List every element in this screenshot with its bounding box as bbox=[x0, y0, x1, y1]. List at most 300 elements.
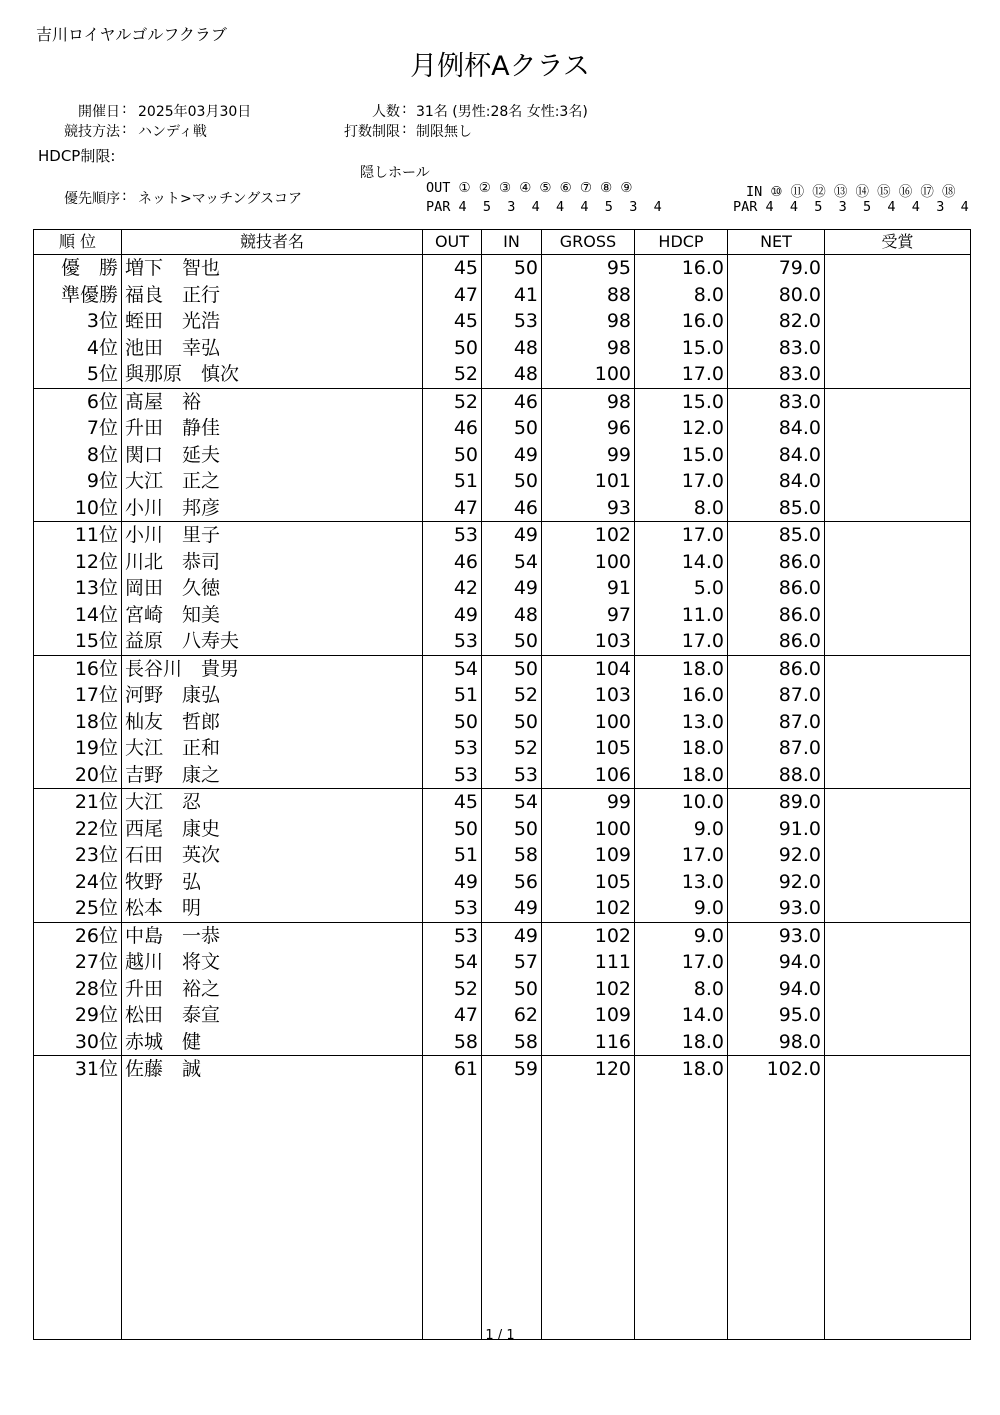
cell-award bbox=[825, 895, 971, 922]
cell-rank: 17位 bbox=[34, 682, 122, 709]
cell-out: 51 bbox=[423, 682, 482, 709]
cell-hdcp: 18.0 bbox=[635, 762, 728, 789]
in-par-line: PAR 4 4 5 3 5 4 4 3 4 bbox=[733, 199, 969, 215]
participants-colon: : bbox=[402, 101, 407, 117]
cell-rank: 5位 bbox=[34, 361, 122, 388]
cell-name: 大江 正之 bbox=[122, 468, 423, 495]
cell-in: 62 bbox=[482, 1002, 542, 1029]
cell-hdcp: 17.0 bbox=[635, 842, 728, 869]
date-value: 2025年03月30日 bbox=[138, 104, 252, 120]
cell-hdcp: 11.0 bbox=[635, 602, 728, 629]
cell-in: 54 bbox=[482, 549, 542, 576]
cell-in: 57 bbox=[482, 949, 542, 976]
cell-award bbox=[825, 1056, 971, 1083]
cell-rank: 25位 bbox=[34, 895, 122, 922]
cell-in: 50 bbox=[482, 976, 542, 1003]
table-row bbox=[34, 282, 971, 309]
table-row bbox=[34, 682, 971, 709]
table-row bbox=[34, 709, 971, 736]
table-row bbox=[34, 976, 971, 1003]
cell-out: 49 bbox=[423, 602, 482, 629]
cell-gross: 103 bbox=[542, 628, 635, 655]
empty-filler-row bbox=[34, 1083, 971, 1340]
cell-net: 86.0 bbox=[728, 575, 825, 602]
cell-out: 53 bbox=[423, 735, 482, 762]
cell-gross: 109 bbox=[542, 1002, 635, 1029]
cell-net: 95.0 bbox=[728, 1002, 825, 1029]
cell-in: 56 bbox=[482, 869, 542, 896]
cell-net: 88.0 bbox=[728, 762, 825, 789]
cell-rank: 4位 bbox=[34, 335, 122, 362]
cell-rank: 20位 bbox=[34, 762, 122, 789]
cell-net: 93.0 bbox=[728, 895, 825, 922]
cell-hdcp: 14.0 bbox=[635, 549, 728, 576]
cell-in: 50 bbox=[482, 255, 542, 282]
table-row bbox=[34, 415, 971, 442]
table-row bbox=[34, 522, 971, 549]
cell-gross: 100 bbox=[542, 709, 635, 736]
col-out-header: OUT bbox=[423, 230, 482, 255]
cell-gross: 98 bbox=[542, 335, 635, 362]
cell-rank: 13位 bbox=[34, 575, 122, 602]
cell-out: 50 bbox=[423, 442, 482, 469]
cell-in: 46 bbox=[482, 495, 542, 522]
cell-rank: 7位 bbox=[34, 415, 122, 442]
cell-net: 87.0 bbox=[728, 682, 825, 709]
cell-award bbox=[825, 522, 971, 549]
cell-hdcp: 13.0 bbox=[635, 709, 728, 736]
cell-out: 53 bbox=[423, 522, 482, 549]
table-row bbox=[34, 1029, 971, 1056]
cell-net: 85.0 bbox=[728, 495, 825, 522]
cell-award bbox=[825, 842, 971, 869]
cell-out: 45 bbox=[423, 255, 482, 282]
cell-net: 92.0 bbox=[728, 869, 825, 896]
cell-gross: 106 bbox=[542, 762, 635, 789]
cell-in: 58 bbox=[482, 842, 542, 869]
cell-name: 吉野 康之 bbox=[122, 762, 423, 789]
cell-name: 関口 延夫 bbox=[122, 442, 423, 469]
cell-in: 48 bbox=[482, 602, 542, 629]
table-row bbox=[34, 762, 971, 789]
cell-hdcp: 8.0 bbox=[635, 976, 728, 1003]
cell-out: 42 bbox=[423, 575, 482, 602]
cell-hdcp: 17.0 bbox=[635, 522, 728, 549]
cell-hdcp: 17.0 bbox=[635, 628, 728, 655]
cell-net: 94.0 bbox=[728, 949, 825, 976]
cell-name: 福良 正行 bbox=[122, 282, 423, 309]
cell-hdcp: 16.0 bbox=[635, 682, 728, 709]
cell-hdcp: 18.0 bbox=[635, 1029, 728, 1056]
cell-name: 佐藤 誠 bbox=[122, 1056, 423, 1083]
page-title: 月例杯Aクラス bbox=[410, 51, 590, 82]
cell-net: 86.0 bbox=[728, 655, 825, 682]
cell-net: 84.0 bbox=[728, 468, 825, 495]
cell-rank: 15位 bbox=[34, 628, 122, 655]
cell-rank: 6位 bbox=[34, 388, 122, 415]
cell-in: 54 bbox=[482, 789, 542, 816]
cell-rank: 23位 bbox=[34, 842, 122, 869]
cell-in: 53 bbox=[482, 308, 542, 335]
cell-award bbox=[825, 922, 971, 949]
participants-value: 31名 (男性:28名 女性:3名) bbox=[416, 104, 588, 120]
table-row bbox=[34, 655, 971, 682]
cell-name: 松本 明 bbox=[122, 895, 423, 922]
priority-label: 優先順序 bbox=[64, 191, 120, 207]
cell-name: 升田 裕之 bbox=[122, 976, 423, 1003]
cell-name: 池田 幸弘 bbox=[122, 335, 423, 362]
cell-net: 80.0 bbox=[728, 282, 825, 309]
table-row bbox=[34, 922, 971, 949]
cell-rank: 27位 bbox=[34, 949, 122, 976]
cell-gross: 100 bbox=[542, 816, 635, 843]
out-holes-line: OUT ① ② ③ ④ ⑤ ⑥ ⑦ ⑧ ⑨ bbox=[426, 180, 633, 196]
cell-out: 52 bbox=[423, 976, 482, 1003]
cell-out: 46 bbox=[423, 549, 482, 576]
cell-gross: 101 bbox=[542, 468, 635, 495]
stroke-limit-label: 打数制限 bbox=[344, 124, 400, 140]
cell-award bbox=[825, 949, 971, 976]
table-row bbox=[34, 388, 971, 415]
cell-gross: 96 bbox=[542, 415, 635, 442]
cell-in: 50 bbox=[482, 468, 542, 495]
cell-hdcp: 18.0 bbox=[635, 655, 728, 682]
table-row bbox=[34, 895, 971, 922]
cell-name: 大江 正和 bbox=[122, 735, 423, 762]
cell-net: 83.0 bbox=[728, 361, 825, 388]
cell-gross: 111 bbox=[542, 949, 635, 976]
cell-out: 53 bbox=[423, 895, 482, 922]
cell-hdcp: 5.0 bbox=[635, 575, 728, 602]
cell-in: 49 bbox=[482, 442, 542, 469]
cell-award bbox=[825, 628, 971, 655]
cell-award bbox=[825, 575, 971, 602]
col-name-header: 競技者名 bbox=[122, 230, 423, 255]
cell-in: 49 bbox=[482, 922, 542, 949]
method-colon: : bbox=[122, 121, 127, 137]
cell-award bbox=[825, 335, 971, 362]
cell-in: 58 bbox=[482, 1029, 542, 1056]
cell-hdcp: 14.0 bbox=[635, 1002, 728, 1029]
participants-label: 人数 bbox=[372, 104, 400, 120]
cell-rank: 3位 bbox=[34, 308, 122, 335]
empty-cell bbox=[482, 1083, 542, 1340]
cell-hdcp: 8.0 bbox=[635, 495, 728, 522]
cell-name: 西尾 康史 bbox=[122, 816, 423, 843]
cell-award bbox=[825, 735, 971, 762]
cell-rank: 優 勝 bbox=[34, 255, 122, 282]
cell-gross: 99 bbox=[542, 789, 635, 816]
table-row bbox=[34, 628, 971, 655]
cell-rank: 24位 bbox=[34, 869, 122, 896]
table-row bbox=[34, 495, 971, 522]
cell-in: 52 bbox=[482, 682, 542, 709]
table-row bbox=[34, 842, 971, 869]
cell-net: 87.0 bbox=[728, 735, 825, 762]
method-value: ハンディ戦 bbox=[138, 124, 207, 140]
table-row bbox=[34, 816, 971, 843]
stroke-limit-colon: : bbox=[402, 121, 407, 137]
cell-net: 84.0 bbox=[728, 442, 825, 469]
cell-hdcp: 16.0 bbox=[635, 255, 728, 282]
table-row bbox=[34, 735, 971, 762]
cell-net: 102.0 bbox=[728, 1056, 825, 1083]
cell-name: 増下 智也 bbox=[122, 255, 423, 282]
cell-rank: 14位 bbox=[34, 602, 122, 629]
cell-in: 49 bbox=[482, 575, 542, 602]
empty-cell bbox=[34, 1083, 122, 1340]
cell-out: 47 bbox=[423, 495, 482, 522]
cell-rank: 30位 bbox=[34, 1029, 122, 1056]
cell-net: 87.0 bbox=[728, 709, 825, 736]
table-row bbox=[34, 468, 971, 495]
table-row bbox=[34, 602, 971, 629]
cell-net: 83.0 bbox=[728, 388, 825, 415]
cell-out: 50 bbox=[423, 709, 482, 736]
cell-in: 53 bbox=[482, 762, 542, 789]
cell-name: 越川 将文 bbox=[122, 949, 423, 976]
cell-out: 52 bbox=[423, 361, 482, 388]
cell-gross: 95 bbox=[542, 255, 635, 282]
cell-gross: 102 bbox=[542, 522, 635, 549]
cell-rank: 8位 bbox=[34, 442, 122, 469]
empty-cell bbox=[825, 1083, 971, 1340]
cell-award bbox=[825, 602, 971, 629]
cell-net: 86.0 bbox=[728, 549, 825, 576]
cell-gross: 98 bbox=[542, 388, 635, 415]
cell-name: 宮崎 知美 bbox=[122, 602, 423, 629]
cell-out: 46 bbox=[423, 415, 482, 442]
cell-rank: 31位 bbox=[34, 1056, 122, 1083]
cell-hdcp: 9.0 bbox=[635, 895, 728, 922]
table-row bbox=[34, 869, 971, 896]
club-name: 吉川ロイヤルゴルフクラブ bbox=[36, 25, 227, 44]
cell-name: 蛭田 光浩 bbox=[122, 308, 423, 335]
table-row bbox=[34, 549, 971, 576]
cell-net: 93.0 bbox=[728, 922, 825, 949]
cell-hdcp: 15.0 bbox=[635, 335, 728, 362]
page-number: 1 / 1 bbox=[485, 1328, 515, 1343]
cell-in: 49 bbox=[482, 522, 542, 549]
cell-rank: 準優勝 bbox=[34, 282, 122, 309]
cell-in: 50 bbox=[482, 628, 542, 655]
cell-rank: 26位 bbox=[34, 922, 122, 949]
cell-in: 48 bbox=[482, 361, 542, 388]
table-row bbox=[34, 1056, 971, 1083]
empty-cell bbox=[122, 1083, 423, 1340]
out-par-line: PAR 4 5 3 4 4 4 5 3 4 bbox=[426, 199, 662, 215]
cell-rank: 16位 bbox=[34, 655, 122, 682]
date-label: 開催日 bbox=[78, 104, 120, 120]
cell-rank: 11位 bbox=[34, 522, 122, 549]
cell-hdcp: 8.0 bbox=[635, 282, 728, 309]
cell-name: 松田 泰宣 bbox=[122, 1002, 423, 1029]
cell-award bbox=[825, 255, 971, 282]
cell-out: 53 bbox=[423, 762, 482, 789]
priority-value: ネット>マッチングスコア bbox=[138, 191, 303, 207]
cell-award bbox=[825, 1002, 971, 1029]
cell-name: 川北 恭司 bbox=[122, 549, 423, 576]
cell-name: 大江 忍 bbox=[122, 789, 423, 816]
in-holes-line: IN ⑩ ⑪ ⑫ ⑬ ⑭ ⑮ ⑯ ⑰ ⑱ bbox=[746, 184, 956, 200]
results-table bbox=[33, 229, 971, 1340]
hidden-holes-label: 隠しホール bbox=[360, 165, 430, 181]
cell-award bbox=[825, 549, 971, 576]
cell-name: 石田 英次 bbox=[122, 842, 423, 869]
cell-name: 河野 康弘 bbox=[122, 682, 423, 709]
cell-gross: 93 bbox=[542, 495, 635, 522]
cell-name: 益原 八寿夫 bbox=[122, 628, 423, 655]
cell-rank: 28位 bbox=[34, 976, 122, 1003]
cell-name: 與那原 慎次 bbox=[122, 361, 423, 388]
cell-gross: 99 bbox=[542, 442, 635, 469]
cell-hdcp: 17.0 bbox=[635, 361, 728, 388]
cell-award bbox=[825, 308, 971, 335]
table-row bbox=[34, 255, 971, 282]
cell-award bbox=[825, 442, 971, 469]
cell-name: 小川 邦彦 bbox=[122, 495, 423, 522]
cell-award bbox=[825, 655, 971, 682]
cell-net: 85.0 bbox=[728, 522, 825, 549]
stroke-limit-value: 制限無し bbox=[416, 124, 472, 140]
cell-rank: 9位 bbox=[34, 468, 122, 495]
cell-hdcp: 16.0 bbox=[635, 308, 728, 335]
table-row bbox=[34, 308, 971, 335]
cell-net: 86.0 bbox=[728, 602, 825, 629]
col-in-header: IN bbox=[482, 230, 542, 255]
cell-award bbox=[825, 468, 971, 495]
cell-award bbox=[825, 282, 971, 309]
cell-gross: 104 bbox=[542, 655, 635, 682]
empty-cell bbox=[423, 1083, 482, 1340]
cell-hdcp: 9.0 bbox=[635, 922, 728, 949]
cell-out: 52 bbox=[423, 388, 482, 415]
col-net-header: NET bbox=[728, 230, 825, 255]
cell-name: 中島 一恭 bbox=[122, 922, 423, 949]
cell-out: 50 bbox=[423, 816, 482, 843]
cell-out: 51 bbox=[423, 468, 482, 495]
cell-in: 46 bbox=[482, 388, 542, 415]
cell-in: 49 bbox=[482, 895, 542, 922]
cell-out: 54 bbox=[423, 655, 482, 682]
cell-net: 89.0 bbox=[728, 789, 825, 816]
cell-name: 髙屋 裕 bbox=[122, 388, 423, 415]
cell-rank: 18位 bbox=[34, 709, 122, 736]
col-award-header: 受賞 bbox=[825, 230, 971, 255]
cell-out: 51 bbox=[423, 842, 482, 869]
table-header-row bbox=[34, 230, 971, 255]
cell-in: 50 bbox=[482, 655, 542, 682]
cell-net: 83.0 bbox=[728, 335, 825, 362]
cell-in: 52 bbox=[482, 735, 542, 762]
cell-in: 50 bbox=[482, 709, 542, 736]
cell-net: 91.0 bbox=[728, 816, 825, 843]
cell-out: 47 bbox=[423, 1002, 482, 1029]
cell-award bbox=[825, 415, 971, 442]
cell-out: 53 bbox=[423, 922, 482, 949]
cell-rank: 22位 bbox=[34, 816, 122, 843]
cell-rank: 21位 bbox=[34, 789, 122, 816]
cell-award bbox=[825, 789, 971, 816]
table-row bbox=[34, 575, 971, 602]
cell-out: 49 bbox=[423, 869, 482, 896]
empty-cell bbox=[542, 1083, 635, 1340]
cell-gross: 97 bbox=[542, 602, 635, 629]
cell-net: 82.0 bbox=[728, 308, 825, 335]
table-row bbox=[34, 1002, 971, 1029]
cell-net: 84.0 bbox=[728, 415, 825, 442]
cell-out: 45 bbox=[423, 789, 482, 816]
cell-hdcp: 18.0 bbox=[635, 1056, 728, 1083]
table-row bbox=[34, 949, 971, 976]
cell-gross: 102 bbox=[542, 922, 635, 949]
cell-award bbox=[825, 388, 971, 415]
col-gross-header: GROSS bbox=[542, 230, 635, 255]
table-row bbox=[34, 361, 971, 388]
cell-rank: 29位 bbox=[34, 1002, 122, 1029]
cell-award bbox=[825, 976, 971, 1003]
cell-in: 50 bbox=[482, 816, 542, 843]
cell-rank: 10位 bbox=[34, 495, 122, 522]
method-label: 競技方法 bbox=[64, 124, 120, 140]
cell-hdcp: 18.0 bbox=[635, 735, 728, 762]
cell-name: 小川 里子 bbox=[122, 522, 423, 549]
cell-name: 升田 静佳 bbox=[122, 415, 423, 442]
cell-hdcp: 13.0 bbox=[635, 869, 728, 896]
date-colon: : bbox=[122, 101, 127, 117]
table-row bbox=[34, 789, 971, 816]
cell-in: 59 bbox=[482, 1056, 542, 1083]
table-row bbox=[34, 335, 971, 362]
cell-net: 94.0 bbox=[728, 976, 825, 1003]
cell-gross: 100 bbox=[542, 361, 635, 388]
cell-name: 岡田 久徳 bbox=[122, 575, 423, 602]
cell-award bbox=[825, 869, 971, 896]
cell-gross: 109 bbox=[542, 842, 635, 869]
cell-rank: 12位 bbox=[34, 549, 122, 576]
cell-net: 86.0 bbox=[728, 628, 825, 655]
cell-out: 61 bbox=[423, 1056, 482, 1083]
cell-hdcp: 15.0 bbox=[635, 442, 728, 469]
table-row bbox=[34, 442, 971, 469]
cell-hdcp: 17.0 bbox=[635, 949, 728, 976]
cell-gross: 102 bbox=[542, 976, 635, 1003]
cell-out: 54 bbox=[423, 949, 482, 976]
cell-gross: 88 bbox=[542, 282, 635, 309]
cell-name: 赤城 健 bbox=[122, 1029, 423, 1056]
cell-gross: 103 bbox=[542, 682, 635, 709]
cell-rank: 19位 bbox=[34, 735, 122, 762]
cell-out: 58 bbox=[423, 1029, 482, 1056]
cell-net: 98.0 bbox=[728, 1029, 825, 1056]
hdcp-limit-label: HDCP制限: bbox=[38, 147, 116, 165]
cell-out: 47 bbox=[423, 282, 482, 309]
cell-out: 53 bbox=[423, 628, 482, 655]
cell-award bbox=[825, 1029, 971, 1056]
cell-in: 41 bbox=[482, 282, 542, 309]
cell-award bbox=[825, 816, 971, 843]
cell-name: 杣友 哲郎 bbox=[122, 709, 423, 736]
cell-out: 50 bbox=[423, 335, 482, 362]
cell-gross: 98 bbox=[542, 308, 635, 335]
cell-gross: 100 bbox=[542, 549, 635, 576]
cell-award bbox=[825, 495, 971, 522]
priority-colon: : bbox=[122, 188, 127, 204]
cell-gross: 105 bbox=[542, 869, 635, 896]
cell-hdcp: 10.0 bbox=[635, 789, 728, 816]
cell-gross: 102 bbox=[542, 895, 635, 922]
cell-name: 長谷川 貴男 bbox=[122, 655, 423, 682]
